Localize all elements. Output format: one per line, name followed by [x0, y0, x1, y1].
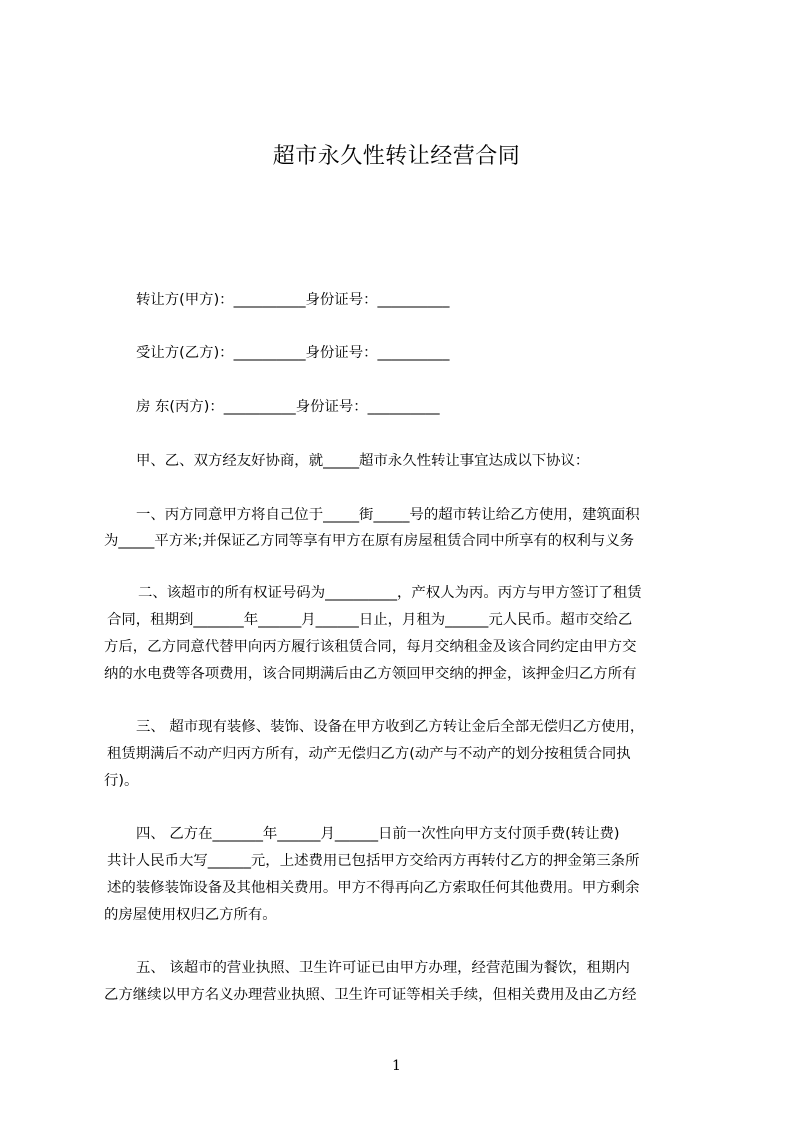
clause-3-line: 三、 超市现有装修、装饰、设备在甲方收到乙方转让金后全部无偿归乙方使用，: [136, 719, 645, 735]
clause-4-line: 的房屋使用权归乙方所有。: [104, 907, 277, 923]
clause-2-line: 合同，租期到_______年______月______日止，月租为______元人民币。超市交给乙: [107, 612, 633, 628]
clause-3-line: 行)。: [104, 773, 139, 789]
page-number: 1: [392, 1058, 401, 1074]
party-transferee-line: 受让方(乙方)：__________身份证号：__________: [136, 345, 450, 361]
clause-1-line: 一、丙方同意甲方将自己位于_____街_____号的超市转让给乙方使用，建筑面积: [136, 507, 640, 523]
document-title: 超市永久性转让经营合同: [272, 144, 521, 169]
clause-3-line: 租赁期满后不动产归丙方所有，动产无偿归乙方(动产与不动产的划分按租赁合同执: [107, 746, 631, 762]
party-transferor-line: 转让方(甲方)：__________身份证号：__________: [136, 292, 450, 308]
clause-5-line: 五、 该超市的营业执照、卫生许可证已由甲方办理，经营范围为餐饮，租期内: [136, 960, 630, 976]
clause-2-line: 二、该超市的所有权证号码为__________，产权人为丙。丙方与甲方签订了租赁: [138, 585, 642, 601]
clause-1-line: 为_____平方米;并保证乙方同等享有甲方在原有房屋租赁合同中所享有的权利与义务: [104, 533, 635, 549]
clause-5-line: 乙方继续以甲方名义办理营业执照、卫生许可证等相关手续，但相关费用及由乙方经: [104, 987, 637, 1003]
clause-4-line: 共计人民币大写______元，上述费用已包括甲方交给丙方再转付乙方的押金第三条所: [107, 853, 640, 869]
clause-4-line: 四、 乙方在_______年______月______日前一次性向甲方支付顶手费(转让费): [136, 826, 620, 842]
clause-2-line: 纳的水电费等各项费用，该合同期满后由乙方领回甲交纳的押金，该押金归乙方所有: [104, 666, 637, 682]
clause-2-line: 方后，乙方同意代替甲向丙方履行该租赁合同，每月交纳租金及该合同约定由甲方交: [104, 639, 637, 655]
clause-4-line: 述的装修装饰设备及其他相关费用。甲方不得再向乙方索取任何其他费用。甲方剩余: [107, 880, 640, 896]
party-landlord-line: 房 东(丙方)：__________身份证号：__________: [136, 399, 440, 415]
intro-paragraph: 甲、乙、双方经友好协商，就_____超市永久性转让事宜达成以下协议：: [136, 453, 590, 469]
